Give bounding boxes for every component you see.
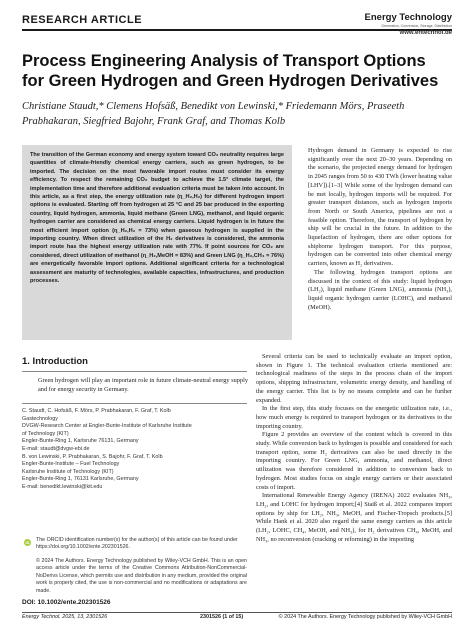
article-type-label: RESEARCH ARTICLE xyxy=(22,14,143,26)
orcid-icon: iD xyxy=(25,540,30,545)
body-paragraph: The following hydrogen transport options are discussed in the context of this study: liquid hydrogen (LH₂), liquid methane (Green LNG), ammonia (NH₃), liquid organic hydrogen carrier (LOHC), and methanol (MeOH). xyxy=(308,268,452,311)
article-title: Process Engineering Analysis of Transport Options for Green Hydrogen and Green Hydrogen Derivatives xyxy=(22,52,439,90)
affiliation-line: C. Staudt, C. Hofsäß, F. Mörs, P. Prabhakaran, F. Graf, T. Kolb xyxy=(22,408,171,414)
affiliation-line: Engler-Bunte-Ring 1, Karlsruhe 76131, Germany xyxy=(22,438,139,445)
journal-masthead xyxy=(365,12,452,36)
journal-url[interactable]: www.entechnol.de xyxy=(399,30,452,36)
affiliation-rule xyxy=(22,403,247,404)
abstract-text: The transition of the German economy and energy system toward CO₂ neutrality requires large quantities of climate-friendly chemical energy carriers, such as green hydrogen, to be imported. The decision on the most favorable import routes must consider its energy efficiency. To respect the remaining CO₂ budget to achieve the 1.5° climate target, the implementation time and therefore additional evaluation criteria must be taken into account. In this article, as a first step, the energy utilization rate (η_H₂,H₂) for different hydrogen import options is evaluated. Starting off from hydrogen at 25 °C and 25 bar produced in the exporting country, liquid hydrogen, ammonia, liquid methane (Green LNG), methanol, and liquid organic hydrogen carrier are considered as chemical energy carriers. Liquid hydrogen is in future the most efficient import option (η_H₂,H₂ = 73%) when gaseous hydrogen is supplied in the importing country. When direct utilization of the H₂ derivatives is considered, the ammonia import route has the highest energy utilization rate with 77%. If point sources for CO₂ are considered, direct utilization of methanol (η_H₂,MeOH = 83%) and Green LNG (η_H₂,CH₄ = 76%) are energetically favorable import options. Additional significant criteria for a technological assessment are maturity of technologies, available capacities, infrastructures, and production processes. xyxy=(30,152,284,285)
affiliations xyxy=(22,408,247,492)
footer-page-number: 2301526 (1 of 15) xyxy=(200,614,244,620)
section-heading: 1. Introduction xyxy=(22,356,88,367)
journal-tagline: Generation, Conversion, Storage, Distribution xyxy=(381,24,452,28)
body-paragraph: Hydrogen demand in Germany is expected to rise significantly over the next 20–30 years. Depending on the scenario, the projected energy demand for hydrogen in 2045 ranges from 50 to 430 TWh (lower heating value [LHV]).[1–3] While some of the hydrogen demand can be met locally, hydrogen imports will be required. For greater transport distances, such as hydrogen imports from North or South America, pipelines are not a feasible option. Therefore, the transport of hydrogen by ship will be crucial in the future. In addition to the liquefaction of hydrogen, there are other options for shipborne hydrogen transport. For this purpose, hydrogen can be converted into other chemical energy carriers, known as H₂ derivatives. xyxy=(308,147,452,268)
affiliation-line: Gastechnology xyxy=(22,415,58,422)
affiliation-line: of Technology (KIT) xyxy=(22,430,69,437)
section-rule xyxy=(22,371,247,372)
footer-rule xyxy=(22,612,452,613)
body-paragraph: International Renewable Energy Agency (IRENA) 2022 evaluates NH₃, LH₂, and LOHC for hydrogen import;[4] Staiß et al. 2022 compares import options by ship for LH₂, NH₃, MeOH, and Fischer-Tropsch products.[5] While Hank et al. 2020 also regard the same energy carriers as this article (LH₂, LOHC, CH₄, MeOH, and NH₃), for H₂ derivatives CH₄, MeOH, and NH₃, no reconversion (cracking or reforming) in the importing xyxy=(256,492,452,543)
affiliation-line: Engler-Bunte-Ring 1, 76131 Karlsruhe, Germany xyxy=(22,476,139,483)
email-link[interactable]: E-mail: staudt@dvgw-ebi.de xyxy=(22,445,90,452)
license-text: © 2024 The Authors. Energy Technology published by Wiley-VCH GmbH. This is an open access article under the terms of the Creative Commons Attribution-NonCommercial-NoDerivs License, which permits use and distribution in any medium, provided the original work is properly cited, the use is non-commercial and no modifications or adaptations are made. xyxy=(36,558,247,594)
body-paragraph: In the first step, this study focuses on the energetic utilization rate, i.e., how much energy is required to transport hydrogen or its derivatives to the importing country. xyxy=(256,405,452,430)
affiliation-line: B. von Lewinski, P. Prabhakaran, S. Bajohr, F. Graf, T. Kolb xyxy=(22,453,163,460)
intro-paragraph: Green hydrogen will play an important role in future climate-neutral energy supply and for energy security in Germany. xyxy=(38,377,248,393)
footer-copyright: © 2024 The Authors. Energy Technology published by Wiley-VCH GmbH xyxy=(278,614,452,620)
footer-citation: Energy Technol. 2025, 13, 2301526 xyxy=(22,614,108,620)
body-paragraph: Figure 2 provides an overview of the content which is covered in this study. While conversion back to hydrogen is possible and considered for each transport option, some H₂ derivatives can also be used directly in the importing country. For Green LNG, ammonia, and methanol, direct utilization was therefore considered in addition to conversion back to hydrogen. Most studies focus on single energy carriers or their associated costs of import. xyxy=(256,431,452,491)
author-list: Christiane Staudt,* Clemens Hofsäß, Benedikt von Lewinski,* Friedemann Mörs, Praseeth Prabhakaran, Siegfried Bajohr, Frank Graf, and Thomas Kolb xyxy=(22,101,405,127)
orcid-note[interactable]: The ORCID identification number(s) for the author(s) of this article can be found under https://doi.org/10.1002/ente.202301526. xyxy=(36,537,238,551)
journal-name: Energy Technology xyxy=(364,12,452,23)
affiliation-line: Karlsruhe Institute of Technology (KIT) xyxy=(22,468,114,475)
doi-line[interactable]: DOI: 10.1002/ente.202301526 xyxy=(22,599,111,606)
affiliation-line: Engler-Bunte-Institute – Fuel Technology xyxy=(22,461,120,468)
email-link[interactable]: E-mail: benedikt.lewinski@kit.edu xyxy=(22,483,103,490)
body-paragraph: Several criteria can be used to technically evaluate an import option, shown in Figure 1. The technical evaluation criteria mentioned are: technological readiness of the steps in the process chain of the import options, shipping infrastructure, volumetric energy density, and handling of the energy carrier. This list is by no means complete and can be further expanded. xyxy=(256,353,452,404)
right-column-lower xyxy=(256,353,452,544)
right-column-upper xyxy=(302,147,452,312)
affiliation-line: DVGW-Research Center at Engler-Bunte-Institute of Karlsruhe Institute xyxy=(22,423,192,430)
